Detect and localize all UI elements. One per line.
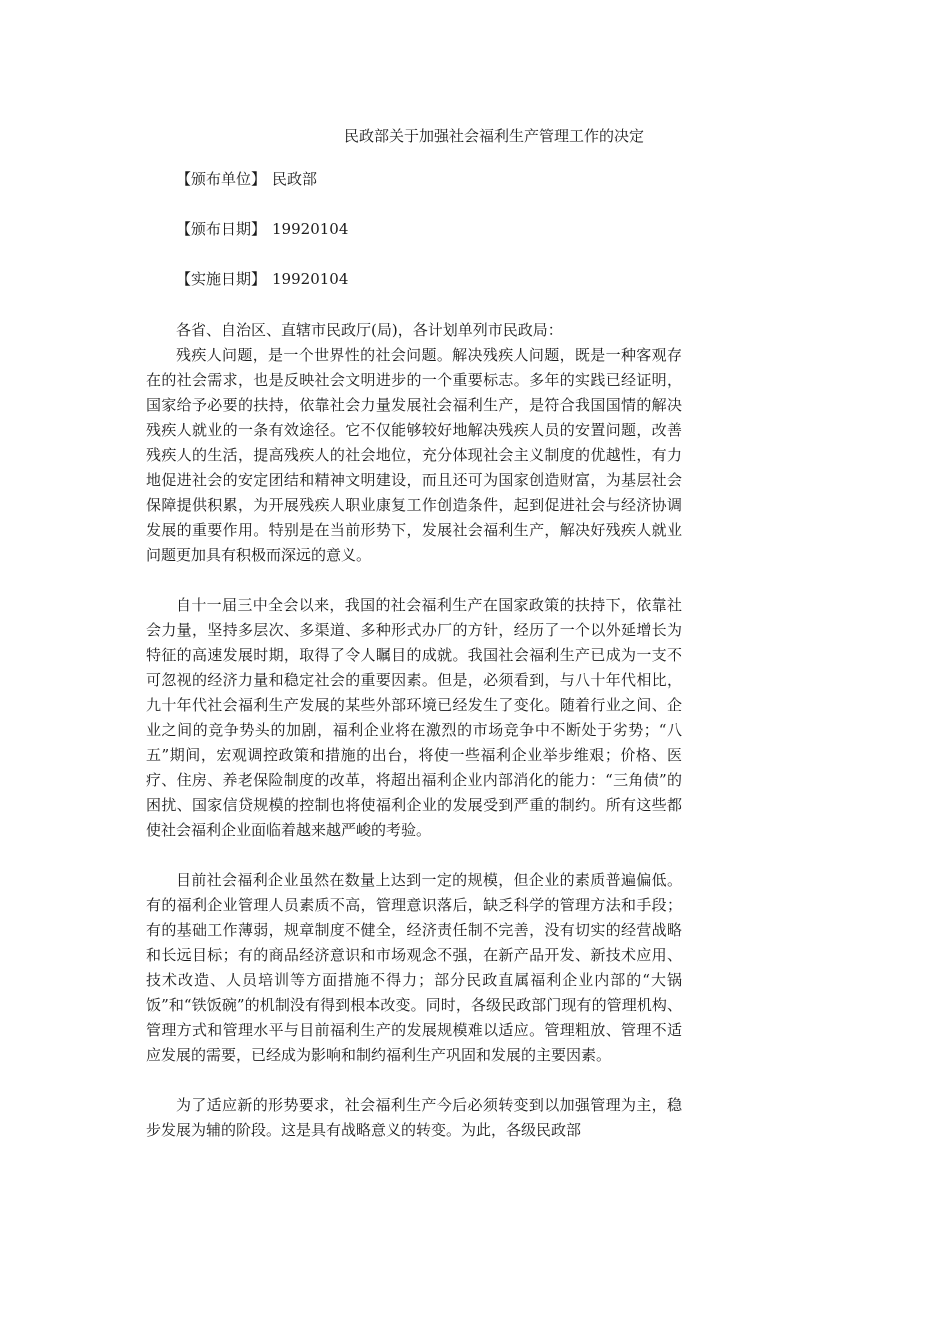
salutation: 各省、自治区、直辖市民政厅(局)，各计划单列市民政局： [176,321,563,339]
meta-effective-date [146,268,682,290]
paragraph-3: 目前社会福利企业虽然在数量上达到一定的规模，但企业的素质普遍偏低。有的福利企业管理人员素质不高，管理意识落后，缺乏科学的管理方法和手段；有的基础工作薄弱，规章制度不健全，经济责任制不完善，没有切实的经营战略和长远目标；有的商品经济意识和市场观念不强，在新产品开发、新技术应用、技术改造、人员培训等方面措施不得力；部分民政直属福利企业内部的“大锅饭”和“铁饭碗”的机制没有得到根本改变。同时，各级民政部门现有的管理机构、管理方式和管理水平与目前福利生产的发展规模难以适应。管理粗放、管理不适应发展的需要，已经成为影响和制约福利生产巩固和发展的主要因素。 [146,871,682,1064]
meta-effective-date-value: 19920104 [272,270,349,288]
meta-issuer [146,168,682,190]
meta-issuer-value: 民政部 [272,170,318,188]
meta-issue-date-label: 【颁布日期】 [176,220,267,238]
document-page [146,118,682,1168]
paragraph-4: 为了适应新的形势要求，社会福利生产今后必须转变到以加强管理为主，稳步发展为辅的阶段。这是具有战略意义的转变。为此，各级民政部 [146,1096,682,1139]
document-title: 民政部关于加强社会福利生产管理工作的决定 [343,127,644,145]
paragraph-2: 自十一届三中全会以来，我国的社会福利生产在国家政策的扶持下，依靠社会力量，坚持多层次、多渠道、多种形式办厂的方针，经历了一个以外延增长为特征的高速发展时期，取得了令人瞩目的成就。我国社会福利生产已成为一支不可忽视的经济力量和稳定社会的重要因素。但是，必须看到，与八十年代相比，九十年代社会福利生产发展的某些外部环境已经发生了变化。随着行业之间、企业之间的竞争势头的加剧，福利企业将在激烈的市场竞争中不断处于劣势；“八五”期间，宏观调控政策和措施的出台，将使一些福利企业举步维艰；价格、医疗、住房、养老保险制度的改革，将超出福利企业内部消化的能力：“三角债”的困扰、国家信贷规模的控制也将使福利企业的发展受到严重的制约。所有这些都使社会福利企业面临着越来越严峻的考验。 [146,596,682,839]
paragraph-1: 残疾人问题，是一个世界性的社会问题。解决残疾人问题，既是一种客观存在的社会需求，也是反映社会文明进步的一个重要标志。多年的实践已经证明，国家给予必要的扶持，依靠社会力量发展社会福利生产，是符合我国国情的解决残疾人就业的一条有效途径。它不仅能够较好地解决残疾人员的安置问题，改善残疾人的生活，提高残疾人的社会地位，充分体现社会主义制度的优越性，有力地促进社会的安定团结和精神文明建设，而且还可为国家创造财富，为基层社会保障提供积累，为开展残疾人职业康复工作创造条件，起到促进社会与经济协调发展的重要作用。特别是在当前形势下，发展社会福利生产，解决好残疾人就业问题更加具有积极而深远的意义。 [146,346,682,564]
meta-issue-date [146,218,682,240]
meta-issue-date-value: 19920104 [272,220,349,238]
meta-effective-date-label: 【实施日期】 [176,270,267,288]
meta-issuer-label: 【颁布单位】 [176,170,267,188]
